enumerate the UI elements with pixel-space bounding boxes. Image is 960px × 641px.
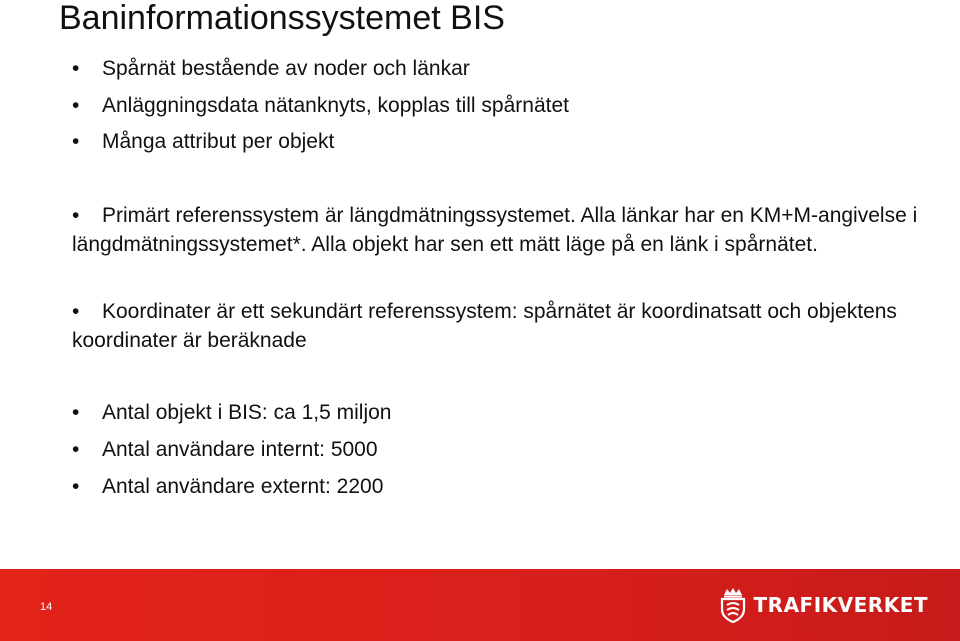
bullet-item (72, 54, 942, 83)
bullet-icon: • (72, 130, 80, 153)
bullet-icon: • (72, 204, 80, 227)
bullet-text: Spårnät bestående av noder och länkar (102, 57, 470, 80)
bullet-text: Anläggningsdata nätanknyts, kopplas till spårnätet (102, 94, 569, 117)
bullet-text: Antal användare externt: 2200 (102, 475, 384, 498)
footer-bar (0, 569, 960, 641)
page-number: 14 (40, 601, 53, 613)
bullet-icon: • (72, 57, 80, 80)
bullet-text: Primärt referenssystem är längdmätningssystemet. Alla länkar har en KM+M-angivelse i längdmätningssystemet*. Alla objekt har sen ett mätt läge på en länk i spårnätet. (72, 204, 918, 256)
bullet-text: Antal objekt i BIS: ca 1,5 miljon (102, 401, 392, 424)
bullet-item-koordinater (72, 297, 942, 355)
bullet-icon: • (72, 300, 80, 323)
bullet-item (72, 472, 942, 501)
bullet-icon: • (72, 401, 80, 424)
trafikverket-logo (718, 585, 928, 625)
bullet-text: Antal användare internt: 5000 (102, 438, 378, 461)
bullet-text: Koordinater är ett sekundärt referenssystem: spårnätet är koordinatsatt och objektens koordinater är beräknade (72, 300, 897, 352)
bullet-item-referens (72, 201, 942, 259)
bullet-icon: • (72, 475, 80, 498)
logo-text: TRAFIKVERKET (753, 593, 928, 617)
crown-shield-icon (718, 587, 748, 623)
slide-title: Baninformationssystemet BIS (59, 0, 505, 37)
bullet-item (72, 398, 942, 427)
bullet-icon: • (72, 438, 80, 461)
bullet-text: Många attribut per objekt (102, 130, 335, 153)
bullet-icon: • (72, 94, 80, 117)
bullet-item (72, 435, 942, 464)
bullet-item (72, 127, 942, 156)
bullet-item (72, 91, 942, 120)
